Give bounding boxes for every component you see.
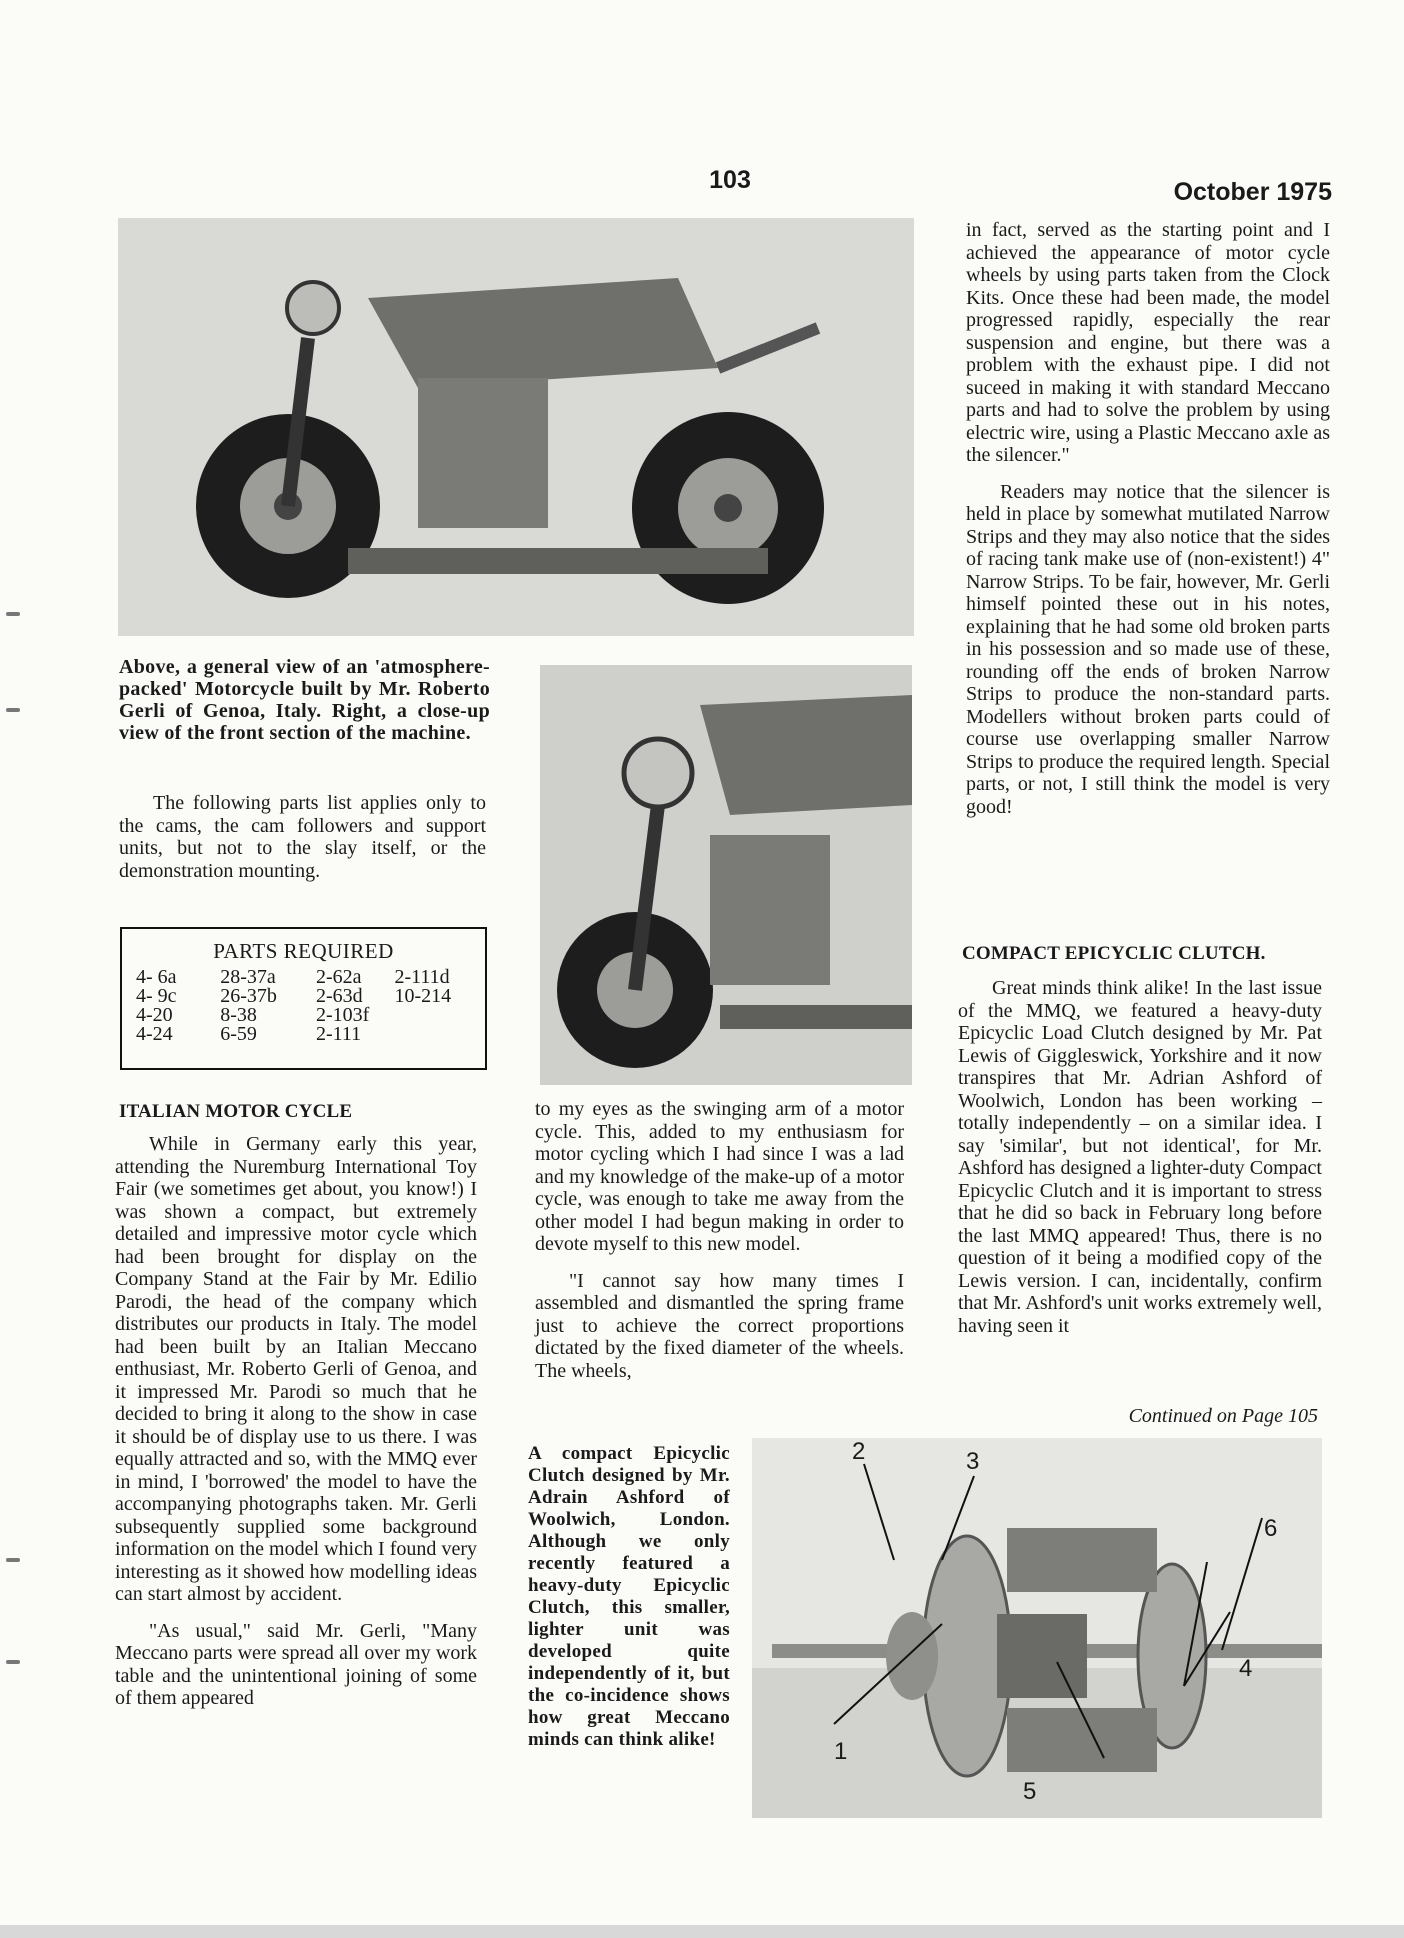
middle-column: [535, 1098, 904, 1382]
parts-intro-text: The following parts list applies only to the cams, the cam followers and support units, but not to the slay itself, or the demonstration mounting.: [119, 792, 486, 882]
parts-cell: 28-37a: [220, 966, 276, 988]
clutch-label: 2: [852, 1438, 866, 1465]
margin-mark: [6, 612, 20, 616]
parts-cell: 8-38: [220, 1004, 257, 1026]
parts-cell: 4-20: [136, 1004, 173, 1026]
margin-mark: [6, 1558, 20, 1562]
clutch-label: 6: [1264, 1515, 1278, 1542]
parts-row: [136, 1025, 471, 1044]
clutch-label: 1: [834, 1738, 848, 1765]
parts-cell: 2-62a: [315, 966, 362, 988]
paragraph: Great minds think alike! In the last issue of the MMQ, we featured a heavy-duty Epicyclic Load Clutch designed by Mr. Pat Lewis of Giggleswick, Yorkshire and it now transpires that Mr. Adrian Ashford of Woolwich, London has been working – totally independently – on a similar idea. I say 'similar', but not identical', for Mr. Ashford has designed a lighter-duty Compact Epicyclic Clutch and it is important to stress that he did so back in February long before the last MMQ appeared! Thus, there is no question of it being a modified copy of the Lewis version. I can, incidentally, confirm that Mr. Ashford's unit works extremely well, having seen it: [958, 977, 1322, 1337]
parts-cell: 6-59: [220, 1023, 257, 1045]
paragraph: in fact, served as the starting point and I achieved the appearance of motor cycle wheels by using parts taken from the Clock Kits. Once these had been made, the model progressed rapidly, especially the rear suspension and engine, but there was a problem with the exhaust pipe. I did not suceed in making it with standard Meccano parts and had to solve the problem by using electric wire, using a Plastic Meccano axle as the silencer.": [966, 219, 1330, 466]
continued-note: Continued on Page 105: [1128, 1405, 1318, 1427]
motorcycle-photo: [118, 218, 914, 636]
parts-cell: [394, 1006, 471, 1025]
paragraph: While in Germany early this year, attending the Nuremburg International Toy Fair (we sometimes get about, you know!) I was shown a compact, but extremely detailed and impressive motor cycle which had been brought for display on the Company Stand at the Fair by Mr. Edilio Parodi, the head of the company which distributes our products in Italy. The model had been built by an Italian Meccano enthusiast, Mr. Roberto Gerli of Genoa, and it impressed Mr. Parodi so much that he decided to bring it along to the show in case it should be of display use to us there. I was equally attracted and so, with the MMQ ever in mind, I 'borrowed' the model to have the accompanying photographs taken. Mr. Gerli subsequently supplied some background information on the model which I found very interesting as it showed how modelling ideas can start almost by accident.: [115, 1133, 477, 1605]
clutch-photo-caption: A compact Epicyclic Clutch designed by Mr. Adrain Ashford of Woolwich, London. Although we only recently featured a heavy-duty Epicyclic Clutch, this smaller, lighter unit was developed quite independently of it, but the co-incidence shows how great Meccano minds can think alike!: [528, 1443, 730, 1750]
paragraph: "As usual," said Mr. Gerli, "Many Meccano parts were spread all over my work table and the unintentional joining of some of them appeared: [115, 1619, 477, 1709]
italian-motor-cycle-heading: ITALIAN MOTOR CYCLE: [119, 1101, 353, 1122]
main-photo-caption: Above, a general view of an 'atmosphere-packed' Motorcycle built by Mr. Roberto Gerli of Genoa, Italy. Right, a close-up view of the front section of the machine.: [119, 656, 490, 744]
parts-cell: 4- 9c: [136, 985, 177, 1007]
parts-required-box: [120, 927, 487, 1070]
issue-date: October 1975: [1173, 178, 1332, 206]
parts-cell: 10-214: [394, 985, 452, 1007]
clutch-photo: [752, 1438, 1322, 1818]
parts-cell: [394, 1025, 471, 1044]
parts-row: [136, 987, 471, 1006]
page-number: 103: [709, 166, 751, 194]
motorcycle-front-photo: [540, 665, 912, 1085]
clutch-label: 3: [966, 1448, 980, 1475]
parts-required-title: PARTS REQUIRED: [213, 939, 394, 963]
right-column: [966, 219, 1330, 818]
parts-cell: 2-103f: [315, 1004, 370, 1026]
parts-cell: 4- 6a: [136, 966, 177, 988]
right-column-clutch: [958, 977, 1322, 1337]
parts-cell: 4-24: [136, 1023, 173, 1045]
scan-edge-bar: [0, 1925, 1404, 1938]
italian-motor-cycle-column: [115, 1133, 477, 1710]
clutch-label: 5: [1023, 1778, 1037, 1805]
paragraph: "I cannot say how many times I assembled and dismantled the spring frame just to achieve the correct proportions dictated by the fixed diameter of the wheels. The wheels,: [535, 1269, 904, 1382]
parts-cell: 2-111d: [394, 966, 450, 988]
parts-cell: 2-63d: [315, 985, 363, 1007]
margin-mark: [6, 708, 20, 712]
parts-intro: [119, 792, 486, 882]
clutch-label: 4: [1239, 1655, 1253, 1682]
paragraph: Readers may notice that the silencer is held in place by somewhat mutilated Narrow Strips and they may also notice that the sides of racing tank make use of (non-existent!) 4" Narrow Strips. To be fair, however, Mr. Gerli himself pointed these out in his notes, explaining that he had some old broken parts in his possession and so made use of these, rounding off the ends of broken Narrow Strips to produce the non-standard parts. Modellers without broken parts could of course use overlapping smaller Narrow Strips to produce the required length. Special parts, or not, I still think the model is very good!: [966, 480, 1330, 818]
parts-cell: 26-37b: [220, 985, 277, 1007]
margin-mark: [6, 1660, 20, 1664]
compact-clutch-heading: COMPACT EPICYCLIC CLUTCH.: [962, 943, 1266, 964]
paragraph: to my eyes as the swinging arm of a motor cycle. This, added to my enthusiasm for motor cycling which I had since I was a lad and my knowledge of the make-up of a motor cycle, was enough to take me away from the other model I had begun making in order to devote myself to this new model.: [535, 1098, 904, 1255]
parts-row: [136, 1006, 471, 1025]
parts-cell: 2-111: [315, 1023, 362, 1045]
